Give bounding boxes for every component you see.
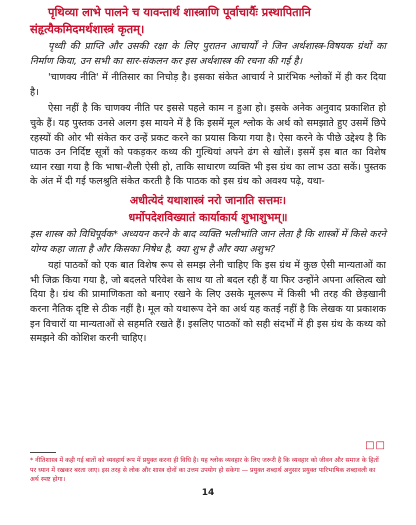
- paragraph-5: यहां पाठकों को एक बात विशेष रूप से समझ लेनी चाहिए कि इस ग्रंथ में कुछ ऐसी मान्यताओं का भी जिक्र किया गया है, जो बदलते परिवेश के साथ या तो बदल रही हैं या फिर उन्होंने अपना अस्तित्व खो दिया है। ग्रंथ की प्रामाणिकता को बनाए रखने के लिए उसके मूलरूप में किसी भी तरह की छेड़खानी करना नैतिक दृष्टि से ठीक नहीं है। मूल को यथारूप देने का अर्थ यह कतई नहीं है कि लेखक या प्रकाशक इन विचारों या मान्यताओं से सहमति रखते हैं। इसलिए पाठकों को सही संदर्भों में ही इस ग्रंथ के कथ्य को समझने की कोशिश करनी चाहिए।: [30, 260, 386, 345]
- paragraph-1: पृथ्वी की प्राप्ति और उसकी रक्षा के लिए पुरातन आचार्यों ने जिन अर्थशास्त्र-विषयक ग्रंथों का निर्माण किया, उन सभी का सार-संकलन कर इस अर्थशास्त्र की रचना की गई है।: [30, 41, 386, 67]
- paragraph-4: इस शास्त्र को विधिपूर्वक* अध्ययन करने के बाद व्यक्ति भलीभांति जान लेता है कि शास्त्रों में किसे करने योग्य कहा जाता है और किसका निषेध है, क्या शुभ है और क्या अशुभ?: [30, 228, 386, 255]
- sanskrit-verse-top: [30, 4, 386, 38]
- footnote: * नीतिशास्त्र में कही गई बातों को व्यवहार्य रूप में प्रयुक्त करना ही विधि है। यह श्लोक व्यवहार के लिए जरूरी है कि व्यवहार को जीवन और समाज के हितों पर ध्यान में रखकर बरता जाए। इस तरह से लोक और शास्त्र दोनों का उत्तम उपयोग हो सकेगा — प्रयुक्त शब्दार्थ अनुसार प्रयुक्त पारिभाषिक शब्दावली का अर्थ स्पष्ट होगा।: [30, 457, 379, 484]
- sanskrit-verse-middle: [30, 192, 386, 226]
- footnote-rule: [30, 452, 56, 453]
- verse-mid-line-2: धर्मोपदेशविख्यातं कार्याकार्य शुभाशुभम्॥: [128, 210, 288, 224]
- verse-top-line-1: पृथिव्या लाभे पालने च यावन्तार्थ शास्त्राणि पूर्वाचार्यैः प्रस्थापितानि: [48, 5, 311, 19]
- paragraph-2: 'चाणक्य नीति' में नीतिसार का निचोड़ है। इसका संकेत आचार्य ने प्रारंभिक श्लोकों में ही कर दिया है।: [30, 72, 386, 98]
- paragraph-3: ऐसा नहीं है कि चाणक्य नीति पर इससे पहले काम न हुआ हो। इसके अनेक अनुवाद प्रकाशित हो चुके हैं। यह पुस्तक उनसे अलग इस मायने में है कि इसमें मूल श्लोक के अर्थ को समझाते हुए उसमें छिपे रहस्यों की ओर भी संकेत कर उन्हें प्रकट करने का प्रयास किया गया है। ऐसा करने के पीछे उद्देश्य है कि पाठक उन निर्दिष्ट सूत्रों को पकड़कर कथ्य की गुत्थियां अपने ढंग से खोलें। इसमें इस बात का विशेष ध्यान रखा गया है कि भाषा-शैली ऐसी हो, ताकि साधारण व्यक्ति भी इस ग्रंथ का लाभ उठा सकें। पुस्तक के अंत में दी गई फलश्रुति संकेत करती है कि पाठक को इस ग्रंथ को अवश्य पढ़े, यथा-: [30, 103, 386, 188]
- end-mark: □□: [365, 440, 386, 451]
- verse-mid-line-1: अधीत्येदं यथाशास्त्रं नरो जानाति सत्तमः।: [129, 193, 287, 207]
- page-number: 14: [201, 488, 215, 498]
- verse-top-line-2: संहृत्यैकमिदमर्थशास्त्रं कृतम्।: [30, 22, 145, 36]
